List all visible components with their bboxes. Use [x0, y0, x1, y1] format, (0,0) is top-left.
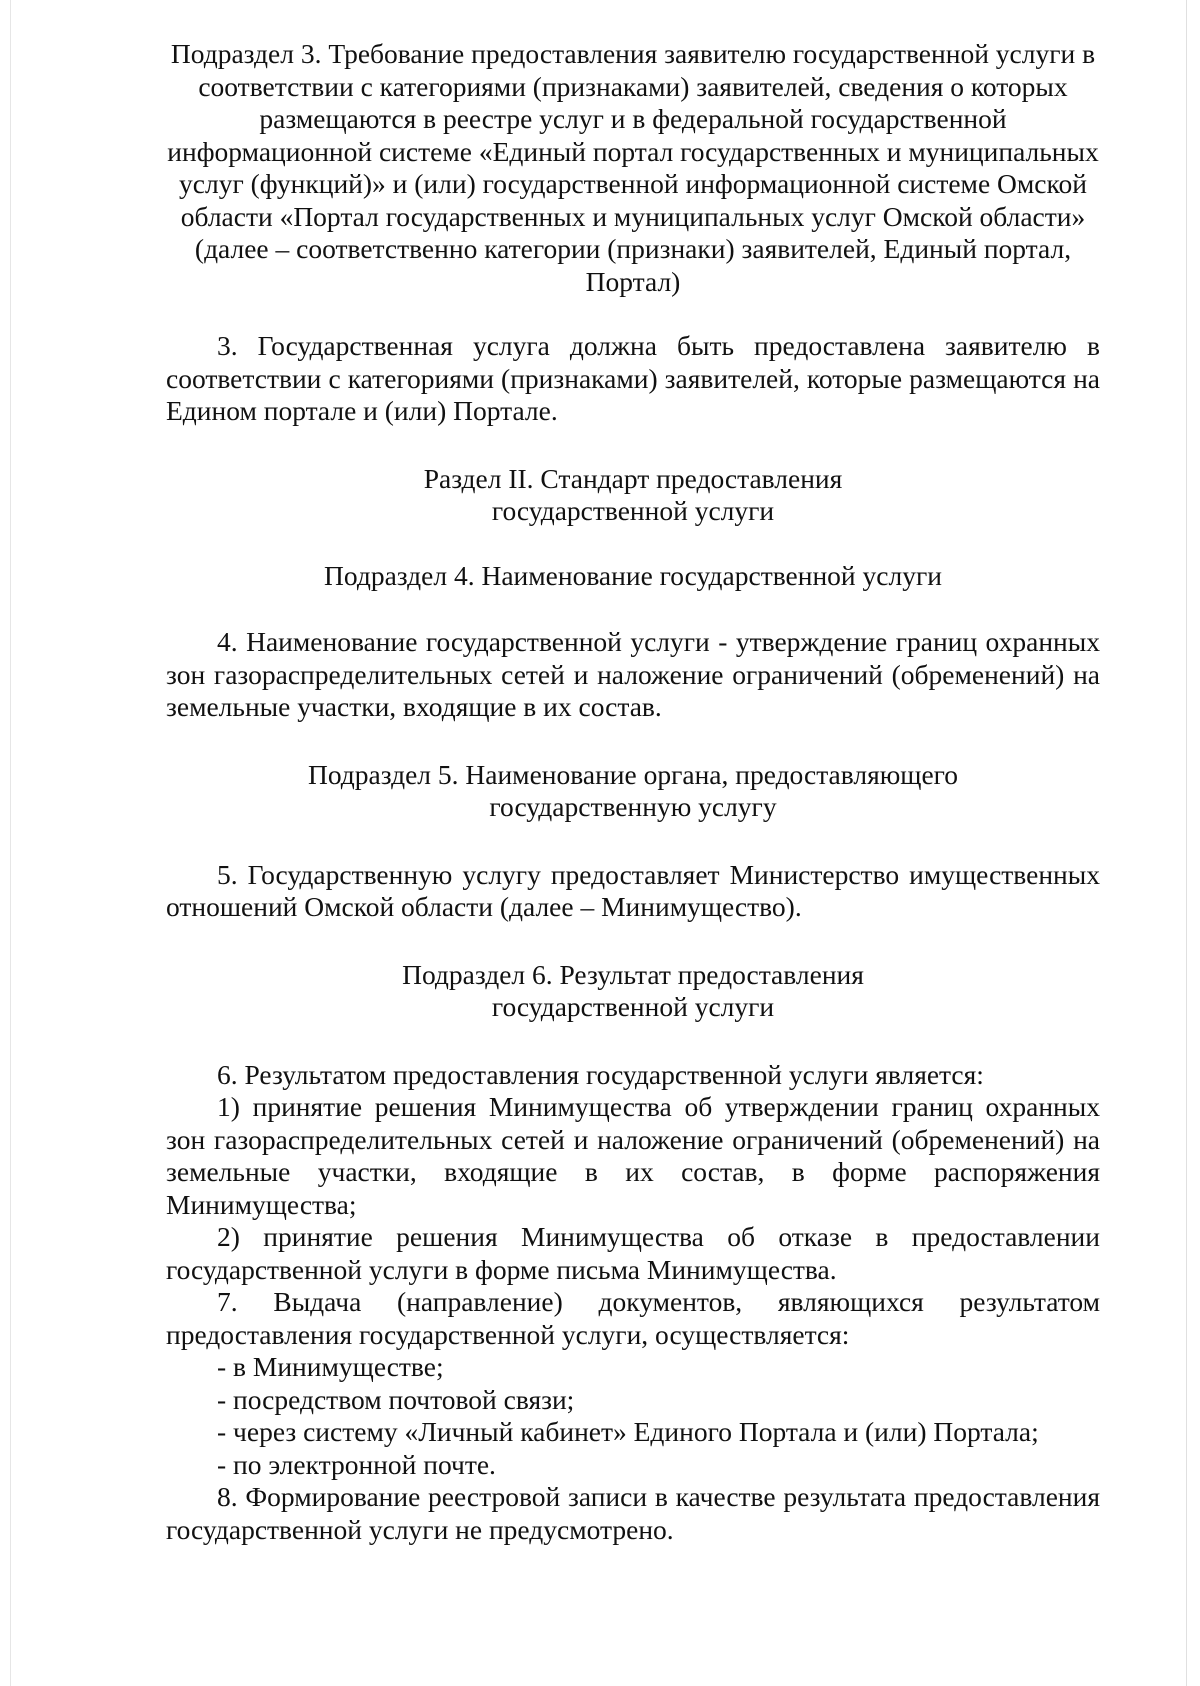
- section-2-title-line-2: государственной услуги: [491, 495, 775, 526]
- scan-edge-right: [1186, 0, 1187, 1686]
- scan-edge-left: [10, 0, 11, 1686]
- clause-4: 4. Наименование государственной услуги - утверждение границ охранных зон газораспределительных сетей и наложение ограничений (обременений) на земельные участки, входящие в их состав.: [166, 626, 1100, 722]
- subsection-5-title: [166, 759, 1100, 824]
- clause-8: 8. Формирование реестровой записи в качестве результата предоставления государственной услуги не предусмотрено.: [166, 1481, 1100, 1545]
- clause-6-item-2: 2) принятие решения Минимущества об отказе в предоставлении государственной услуги в форме письма Минимущества.: [166, 1221, 1100, 1285]
- clause-6-item-1: 1) принятие решения Минимущества об утверждении границ охранных зон газораспределительных сетей и наложение ограничений (обременений) на земельные участки, входящие в их состав, в форме распоряжения Минимущества;: [166, 1091, 1100, 1220]
- section-2-title-line-1: Раздел II. Стандарт предоставления: [423, 462, 843, 494]
- subsection-6-title-line-1: Подраздел 6. Результат предоставления: [402, 958, 864, 990]
- clause-7: 7. Выдача (направление) документов, являющихся результатом предоставления государственной услуги, осуществляется:: [166, 1286, 1100, 1350]
- subsection-4-title: Подраздел 4. Наименование государственной услуги: [324, 559, 942, 591]
- section-2-title: [166, 463, 1100, 528]
- clause-3: 3. Государственная услуга должна быть предоставлена заявителю в соответствии с категориями (признаками) заявителей, которые размещаются на Едином портале и (или) Портале.: [166, 330, 1100, 426]
- clause-6-intro: 6. Результатом предоставления государственной услуги является:: [217, 1058, 984, 1090]
- subsection-5-title-line-2: государственную услугу: [489, 791, 777, 822]
- document-body: [166, 38, 1100, 1546]
- clause-7-item: - в Минимуществе;: [217, 1351, 444, 1382]
- clause-5: 5. Государственную услугу предоставляет Министерство имущественных отношений Омской области (далее – Минимущество).: [166, 858, 1100, 922]
- clause-7-item: - посредством почтовой связи;: [217, 1383, 575, 1415]
- subsection-6-title-line-2: государственной услуги: [491, 991, 775, 1022]
- subsection-3-title: Подраздел 3. Требование предоставления заявителю государственной услуги в соответствии с категориями (признаками) заявителей, сведения о которых размещаются в реестре услуг и в федеральной государственной информационной системе «Единый портал государственных и муниципальных услуг (функций)» и (или) государственной информационной системе Омской области «Портал государственных и муниципальных услуг Омской области» (далее – соответственно категории (признаки) заявителей, Единый портал, Портал): [167, 38, 1099, 297]
- clause-7-item: - через систему «Личный кабинет» Единого Портала и (или) Портала;: [217, 1416, 1039, 1447]
- subsection-5-title-line-1: Подраздел 5. Наименование органа, предоставляющего: [307, 758, 959, 790]
- subsection-6-title: [166, 959, 1100, 1024]
- clause-7-item: - по электронной почте.: [217, 1448, 496, 1480]
